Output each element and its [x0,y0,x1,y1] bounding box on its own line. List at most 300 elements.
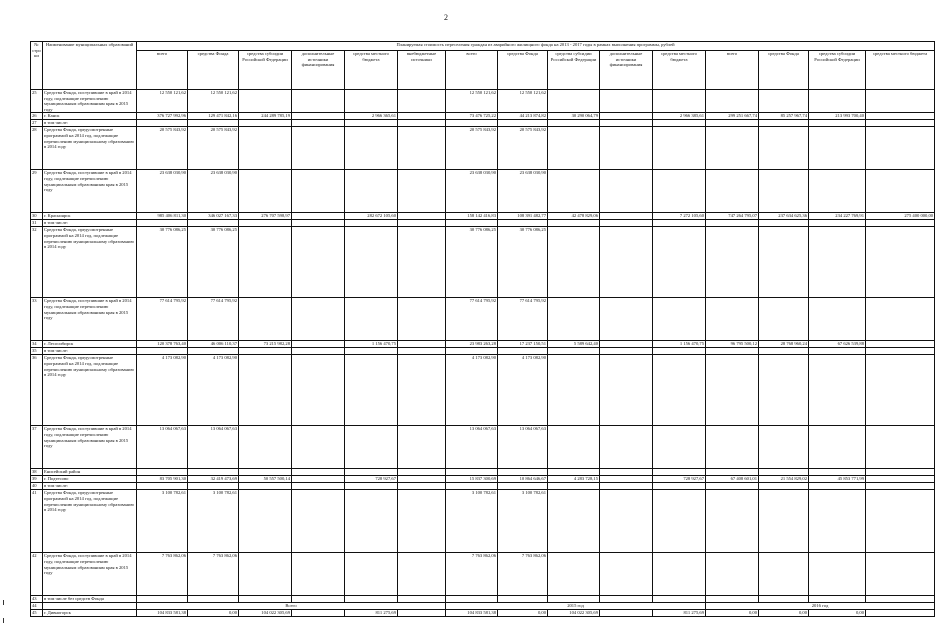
value-cell [239,348,292,355]
value-cell: 13 064 067,63 [498,426,548,469]
value-cell [188,348,239,355]
value-cell [809,355,866,426]
value-cell [548,553,600,596]
value-cell: 73 476 725,22 [446,113,498,120]
row-number: 27 [31,120,43,127]
value-cell: 0,00 [706,610,759,617]
row-number: 41 [31,490,43,553]
value-cell [345,220,398,227]
value-cell [398,341,446,348]
value-cell: 811 275,69 [653,610,706,617]
value-cell [759,298,809,341]
value-cell [548,469,600,476]
row-name: Средства Фонда, поступившие в край в 2014 году, подлежащие перечислению муниципальным образованиям края в 2015 году [43,170,137,213]
sub-header: дополнительные источники финансирования [600,51,653,90]
value-cell [706,348,759,355]
value-cell [706,170,759,213]
value-cell [398,127,446,170]
value-cell [345,596,398,603]
value-cell: 811 275,69 [345,610,398,617]
table-row [31,341,935,348]
value-cell [600,553,653,596]
value-cell [600,227,653,298]
value-cell [706,553,759,596]
value-cell [239,553,292,596]
value-cell [866,476,935,483]
value-cell [137,120,188,127]
value-cell: 96 795 500,12 [706,341,759,348]
value-cell [809,90,866,113]
sub-header: средства Фонда [759,51,809,90]
row-name: в том числе: [43,120,137,127]
row-number: 34 [31,341,43,348]
sub-header: средства субсидии Российской Федерации [239,51,292,90]
value-cell [706,220,759,227]
value-cell: 23 638 030,90 [446,170,498,213]
value-cell [398,596,446,603]
row-number: 42 [31,553,43,596]
value-cell [866,227,935,298]
value-cell: 5 589 642,40 [548,341,600,348]
value-cell: 346 027 167,33 [188,213,239,220]
value-cell [345,490,398,553]
value-cell: 12 550 121,62 [188,90,239,113]
value-cell [809,490,866,553]
value-cell: 30 776 086,25 [188,227,239,298]
value-cell: 120 378 763,40 [137,341,188,348]
value-cell [188,120,239,127]
value-cell [706,596,759,603]
value-cell [292,610,345,617]
sub-header: средства местного бюджета [653,51,706,90]
row-number: 31 [31,220,43,227]
value-cell [292,469,345,476]
value-cell: 104 833 581,38 [446,610,498,617]
value-cell [239,120,292,127]
value-cell: 12 550 121,62 [137,90,188,113]
value-cell [706,426,759,469]
value-cell: 77 614 795,92 [498,298,548,341]
value-cell: 7 763 862,06 [137,553,188,596]
value-cell [759,355,809,426]
value-cell [292,120,345,127]
row-name: Средства Фонда, предусмотренные программой на 2014 год, подлежащие перечислению муниципальному образованию в 2014 году [43,355,137,426]
scan-mark [3,618,4,623]
row-number: 36 [31,355,43,426]
value-cell [600,610,653,617]
value-cell [653,127,706,170]
value-cell: 7 763 862,06 [188,553,239,596]
value-cell [548,220,600,227]
value-cell [137,483,188,490]
value-cell [759,553,809,596]
table-row [31,127,935,170]
value-cell [398,120,446,127]
value-cell [600,127,653,170]
table-row [31,610,935,617]
value-cell: 3 100 782,61 [188,490,239,553]
value-cell [866,170,935,213]
value-cell [600,298,653,341]
value-cell: 1 156 470,75 [653,341,706,348]
sub-header: средства местного бюджета [345,51,398,90]
value-cell [398,355,446,426]
value-cell [600,476,653,483]
value-cell: 23 983 263,28 [446,341,498,348]
value-cell [653,170,706,213]
value-cell [866,553,935,596]
value-cell: 276 707 598,97 [239,213,292,220]
value-cell [239,298,292,341]
value-cell: 7 763 862,06 [498,553,548,596]
value-cell: 13 064 067,63 [446,426,498,469]
row-number: 43 [31,596,43,603]
row-number: 29 [31,170,43,213]
value-cell [759,127,809,170]
value-cell [292,90,345,113]
row-number: 33 [31,298,43,341]
value-cell: 83 705 901,30 [137,476,188,483]
value-cell [498,220,548,227]
value-cell [239,220,292,227]
value-cell: 46 006 110,37 [188,341,239,348]
value-cell [809,227,866,298]
row-number: 38 [31,469,43,476]
value-cell [866,610,935,617]
value-cell [548,127,600,170]
value-cell [759,483,809,490]
value-cell [759,469,809,476]
row-number: 30 [31,213,43,220]
row-number: 32 [31,227,43,298]
value-cell [239,490,292,553]
value-cell [548,490,600,553]
value-cell: 0,00 [188,610,239,617]
value-cell: 12 550 121,62 [498,90,548,113]
value-cell [292,483,345,490]
value-cell [706,227,759,298]
value-cell [498,596,548,603]
value-cell: 10 864 646,67 [498,476,548,483]
value-cell: 45 853 771,99 [809,476,866,483]
row-name: Средства Фонда, поступившие в край в 2014 году, подлежащие перечислению муниципальным образованиям края в 2015 году [43,298,137,341]
value-cell: 30 290 064,79 [548,113,600,120]
value-cell [498,483,548,490]
value-cell [292,341,345,348]
row-name: в том числе: [43,348,137,355]
value-cell: 67 626 539,88 [809,341,866,348]
value-cell [292,227,345,298]
table-row [31,553,935,596]
row-number: 25 [31,90,43,113]
value-cell [706,298,759,341]
value-cell [345,120,398,127]
value-cell [398,610,446,617]
value-cell [398,220,446,227]
value-cell [446,348,498,355]
value-cell [653,220,706,227]
value-cell [292,426,345,469]
value-cell: 275 400 000,00 [866,213,935,220]
value-cell [292,127,345,170]
value-cell [600,341,653,348]
value-cell [809,469,866,476]
value-cell: 0,00 [759,610,809,617]
page-number: 2 [444,13,448,22]
row-name: Средства Фонда, предусмотренные программой на 2014 год, подлежащие перечислению муниципальному образованию в 2014 году [43,490,137,553]
col-name-header: Наименование муниципальных образований [43,42,137,90]
value-cell [809,348,866,355]
table-row [31,426,935,469]
period-2015: 2015 год [446,603,706,610]
value-cell: 21 554 829,02 [759,476,809,483]
value-cell: 13 064 067,63 [137,426,188,469]
value-cell [137,220,188,227]
value-cell [239,170,292,213]
row-name: в том числе: [43,220,137,227]
value-cell [653,483,706,490]
value-cell [866,127,935,170]
value-cell: 3 100 782,61 [446,490,498,553]
value-cell: 85 257 967,74 [759,113,809,120]
value-cell: 4 173 082,90 [498,355,548,426]
period-row [31,603,935,610]
value-cell [446,596,498,603]
value-cell [239,127,292,170]
value-cell [759,170,809,213]
row-name: в том числе без средств Фонда [43,596,137,603]
value-cell: 108 391 482,77 [498,213,548,220]
value-cell [239,426,292,469]
value-cell [600,113,653,120]
value-cell: 158 142 416,83 [446,213,498,220]
row-number: 39 [31,476,43,483]
row-name: Средства Фонда, поступившие в край в 2014 году, подлежащие перечислению муниципальным образованиям края в 2015 году [43,426,137,469]
value-cell [398,348,446,355]
value-cell [759,120,809,127]
value-cell [398,426,446,469]
value-cell [809,426,866,469]
table-row [31,469,935,476]
value-cell: 12 550 121,62 [446,90,498,113]
table-row [31,120,935,127]
value-cell [759,348,809,355]
value-cell: 376 727 992,96 [137,113,188,120]
value-cell [345,553,398,596]
value-cell [292,596,345,603]
value-cell [292,213,345,220]
row-number: 26 [31,113,43,120]
table-row [31,596,935,603]
row-name: в том числе: [43,483,137,490]
value-cell [653,90,706,113]
value-cell [548,120,600,127]
group-header: Планируемая стоимость переселения граждан из аварийного жилищного фонда на 2013 - 2017 годы в рамках выполнения программы, рублей [137,42,935,51]
table-row [31,220,935,227]
value-cell [292,113,345,120]
value-cell [188,469,239,476]
value-cell [345,90,398,113]
value-cell [866,426,935,469]
value-cell: 728 927,67 [653,476,706,483]
sub-header: средства Фонда [498,51,548,90]
row-number: 37 [31,426,43,469]
value-cell: 77 614 795,92 [446,298,498,341]
row-name [43,603,137,610]
value-cell [239,355,292,426]
value-cell [866,355,935,426]
value-cell [292,553,345,596]
value-cell [600,355,653,426]
value-cell [866,348,935,355]
value-cell: 42 478 829,06 [548,213,600,220]
value-cell [239,227,292,298]
value-cell: 213 993 700,40 [809,113,866,120]
value-cell [292,476,345,483]
value-cell [866,341,935,348]
value-cell [292,490,345,553]
value-cell [398,170,446,213]
value-cell: 0,00 [498,610,548,617]
value-cell [398,490,446,553]
value-cell [759,220,809,227]
scan-mark [3,600,4,605]
table-row [31,476,935,483]
value-cell: 67 408 601,01 [706,476,759,483]
value-cell [398,476,446,483]
value-cell: 13 064 067,63 [188,426,239,469]
value-cell [446,469,498,476]
value-cell [600,220,653,227]
value-cell: 728 927,67 [345,476,398,483]
value-cell [809,220,866,227]
value-cell [809,483,866,490]
value-cell [866,490,935,553]
value-cell [809,596,866,603]
value-cell [600,490,653,553]
value-cell [345,127,398,170]
value-cell [137,596,188,603]
value-cell: 20 575 843,92 [137,127,188,170]
value-cell [706,469,759,476]
period-total: Всего [137,603,446,610]
value-cell [759,90,809,113]
value-cell [653,426,706,469]
value-cell [292,220,345,227]
value-cell: 1 156 470,75 [345,341,398,348]
value-cell: 2 966 365,61 [345,113,398,120]
table-row [31,227,935,298]
value-cell [446,483,498,490]
value-cell [498,120,548,127]
value-cell: 50 557 500,14 [239,476,292,483]
value-cell: 104 833 581,38 [137,610,188,617]
value-cell [188,483,239,490]
value-cell [600,170,653,213]
value-cell: 15 837 300,69 [446,476,498,483]
value-cell [809,170,866,213]
value-cell: 104 022 305,69 [239,610,292,617]
value-cell: 23 638 030,90 [498,170,548,213]
value-cell [548,298,600,341]
value-cell [866,483,935,490]
value-cell: 129 471 842,16 [188,113,239,120]
sub-header: средства местного бюджета [866,51,935,90]
value-cell [137,469,188,476]
table-row [31,170,935,213]
value-cell: 23 638 030,90 [188,170,239,213]
value-cell [345,469,398,476]
value-cell [548,90,600,113]
value-cell: 20 575 843,92 [446,127,498,170]
value-cell [398,469,446,476]
value-cell: 4 173 082,90 [188,355,239,426]
row-name: Средства Фонда, предусмотренные программой на 2014 год, подлежащие перечислению муниципальному образованию в 2014 году [43,127,137,170]
value-cell: 282 672 105,60 [345,213,398,220]
row-name: г. Подтесово [43,476,137,483]
value-cell: 4 283 728,15 [548,476,600,483]
value-cell: 244 289 785,19 [239,113,292,120]
table-row [31,490,935,553]
value-cell [866,469,935,476]
value-cell [345,426,398,469]
value-cell: 2 966 385,61 [653,113,706,120]
value-cell [653,348,706,355]
value-cell [600,426,653,469]
value-cell: 23 638 030,90 [137,170,188,213]
value-cell: 7 763 862,06 [446,553,498,596]
value-cell [188,220,239,227]
value-cell [548,170,600,213]
value-cell [345,355,398,426]
value-cell [866,90,935,113]
value-cell [137,348,188,355]
table-row [31,355,935,426]
value-cell [653,596,706,603]
row-name: г. Красноярск [43,213,137,220]
value-cell [809,553,866,596]
value-cell [866,298,935,341]
value-cell [398,213,446,220]
value-cell [653,553,706,596]
table-row [31,348,935,355]
sub-header: всего [706,51,759,90]
row-number: 40 [31,483,43,490]
row-name: г. Канск [43,113,137,120]
value-cell [498,469,548,476]
value-cell [653,120,706,127]
value-cell [809,127,866,170]
value-cell [759,227,809,298]
row-number: 28 [31,127,43,170]
value-cell [345,348,398,355]
value-cell [398,90,446,113]
value-cell: 299 251 667,74 [706,113,759,120]
value-cell: 237 634 625,36 [759,213,809,220]
value-cell [345,298,398,341]
row-number: 35 [31,348,43,355]
value-cell [292,348,345,355]
value-cell [653,469,706,476]
value-cell: 77 614 795,92 [137,298,188,341]
row-name: Средства Фонда, предусмотренные программой на 2014 год, подлежащие перечислению муниципальному образованию в 2014 году [43,227,137,298]
value-cell [706,90,759,113]
value-cell [600,348,653,355]
table-row [31,298,935,341]
table-row [31,483,935,490]
value-cell [548,596,600,603]
value-cell [398,298,446,341]
